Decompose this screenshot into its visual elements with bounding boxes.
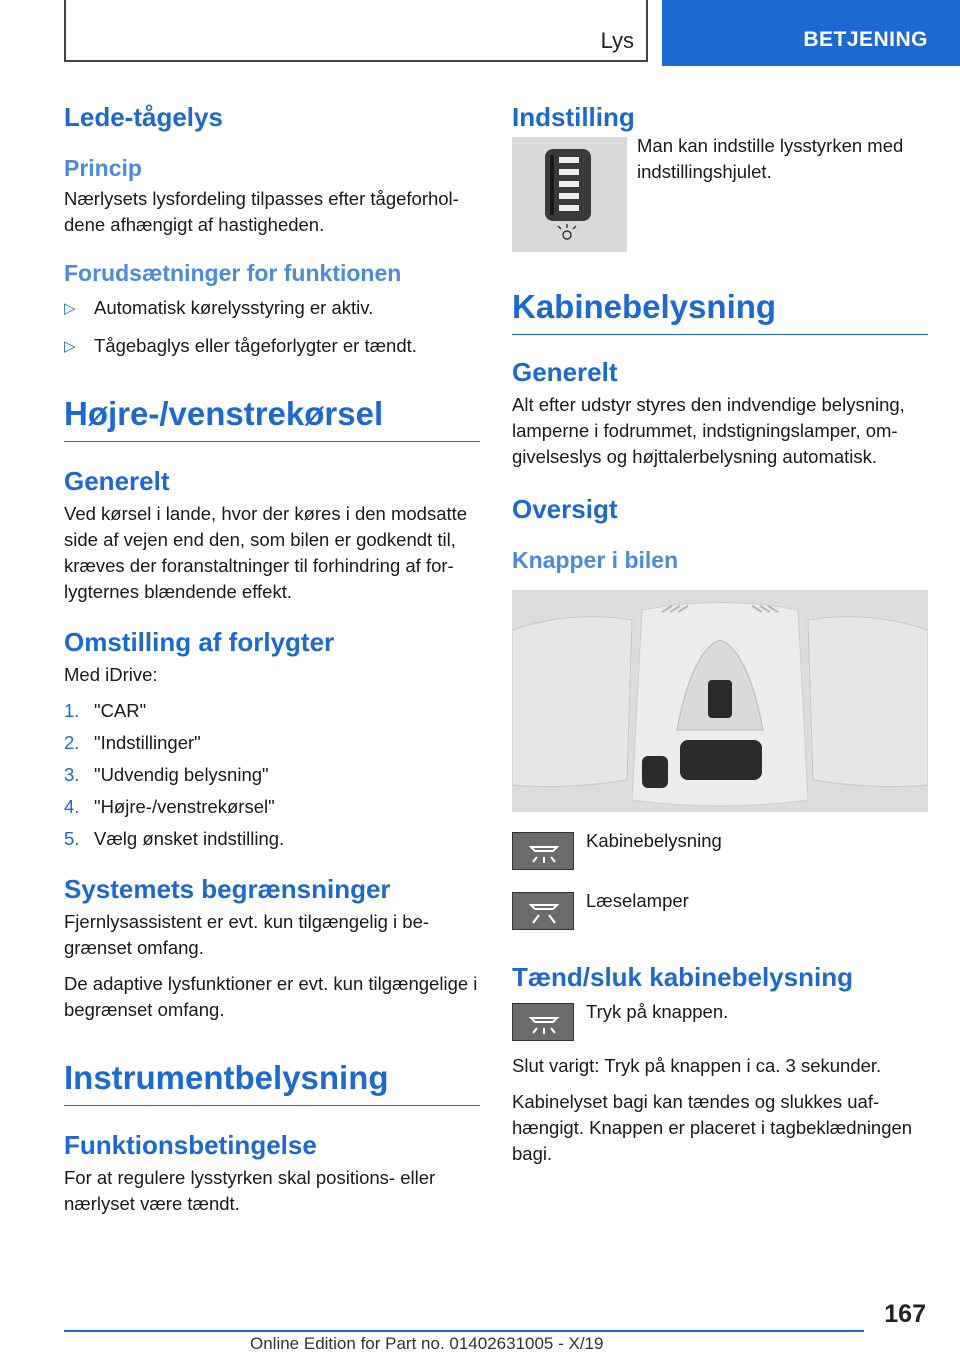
rear-cabin-text: Kabinelyset bagi kan tændes og slukkes uafhængigt. Knappen er placeret i tagbeklædningen bagi. [512,1091,913,1164]
setting-text: Man kan indstille lysstyrken med indstillingshjulet. [637,135,904,182]
heading-fog-lights: Lede-tågelys [64,102,223,132]
heading-general: Generelt [64,466,170,496]
step-number: 1. [64,700,80,721]
list-item [64,762,480,788]
ceiling-console-image [512,590,928,812]
adjust-intro: Med iDrive: [64,664,158,685]
heading-instrument-lighting: Instrumentbelysning [64,1059,480,1106]
heading-general-cabin: Generelt [512,357,618,387]
chapter-tab [662,0,960,66]
heading-cabin-lighting: Kabinebelysning [512,288,928,335]
legend-cabin-light-text: Kabinebelysning [586,830,722,851]
list-item [64,794,480,820]
legend-row-reading-light [512,892,928,930]
condition-text: For at regulere lysstyrken skal positions- eller nærlyset være tændt. [64,1167,436,1214]
ceiling-console-illustration [512,590,928,812]
limits-text-2: De adaptive lysfunktioner er evt. kun tilgængelige i begrænset omfang. [64,973,478,1020]
step-number: 4. [64,796,80,817]
heading-system-limits: Systemets begrænsninger [64,874,391,904]
heading-principle: Princip [64,155,142,181]
list-item-text: Tågebaglys eller tågeforlygter er tændt. [94,335,417,356]
heading-traffic-side: Højre-/venstrekørsel [64,395,480,442]
legend-row-cabin-light [512,832,928,870]
legend-reading-light-text: Læselamper [586,890,689,911]
setting-figure-row [512,137,928,252]
heading-buttons-in-car: Knapper i bilen [512,547,679,573]
step-text: Vælg ønsket indstilling. [94,828,285,849]
list-item [64,295,480,321]
step-number: 3. [64,764,80,785]
dimmer-wheel-image [512,137,627,252]
adjust-steps [64,698,480,852]
dimmer-wheel-icon [512,137,627,252]
list-item-text: Automatisk kørelysstyring er aktiv. [94,297,374,318]
edition-note: Online Edition for Part no. 01402631005 - X/19 [250,1334,604,1353]
heading-toggle-cabin-light: Tænd/sluk kabinebelysning [512,962,853,992]
header-frame [64,0,648,62]
chapter-title: BETJENING [803,28,928,51]
limits-text-1: Fjernlysassistent er evt. kun tilgængelig i begrænset omfang. [64,911,430,958]
footer-divider [64,1330,864,1332]
step-number: 5. [64,828,80,849]
list-item [64,730,480,756]
toggle-text: Tryk på knappen. [586,1001,729,1022]
cabin-light-icon [512,832,574,870]
left-column [64,100,480,1217]
toggle-row [512,1003,928,1041]
general-text: Ved kørsel i lande, hvor der køres i den modsatte side af vejen end den, som bilen er godkendt til, kræves der foranstaltninger til forhindring af forlygternes blændende effekt. [64,503,468,602]
heading-setting: Indstilling [512,102,635,132]
list-item [64,698,480,724]
step-text: "Højre-/venstrekørsel" [94,796,275,817]
cabin-general-text: Alt efter udstyr styres den indvendige belysning, lamperne i fodrummet, indstigningslamper, omgivelseslys og højttalerbelysning automatisk. [512,394,905,467]
heading-overview: Oversigt [512,494,618,524]
principle-text: Nærlysets lysfordeling tilpasses efter tågeforholdene afhængigt af hastigheden. [64,188,459,235]
permanent-off-text: Slut varigt: Tryk på knappen i ca. 3 sekunder. [512,1055,882,1076]
step-number: 2. [64,732,80,753]
step-text: "Indstillinger" [94,732,201,753]
heading-adjust-headlights: Omstilling af forlygter [64,627,335,657]
requirements-list [64,295,480,359]
triangle-right-icon: ▷ [64,300,76,317]
step-text: "CAR" [94,700,147,721]
right-column [512,100,928,1167]
heading-function-condition: Funktionsbetingelse [64,1130,317,1160]
list-item [64,826,480,852]
heading-requirements: Forudsætninger for funktionen [64,260,402,286]
triangle-right-icon: ▷ [64,338,76,355]
page-number: 167 [884,1300,926,1328]
cabin-light-icon [512,1003,574,1041]
list-item [64,333,480,359]
step-text: "Udvendig belysning" [94,764,269,785]
reading-light-icon [512,892,574,930]
section-title: Lys [600,28,634,53]
